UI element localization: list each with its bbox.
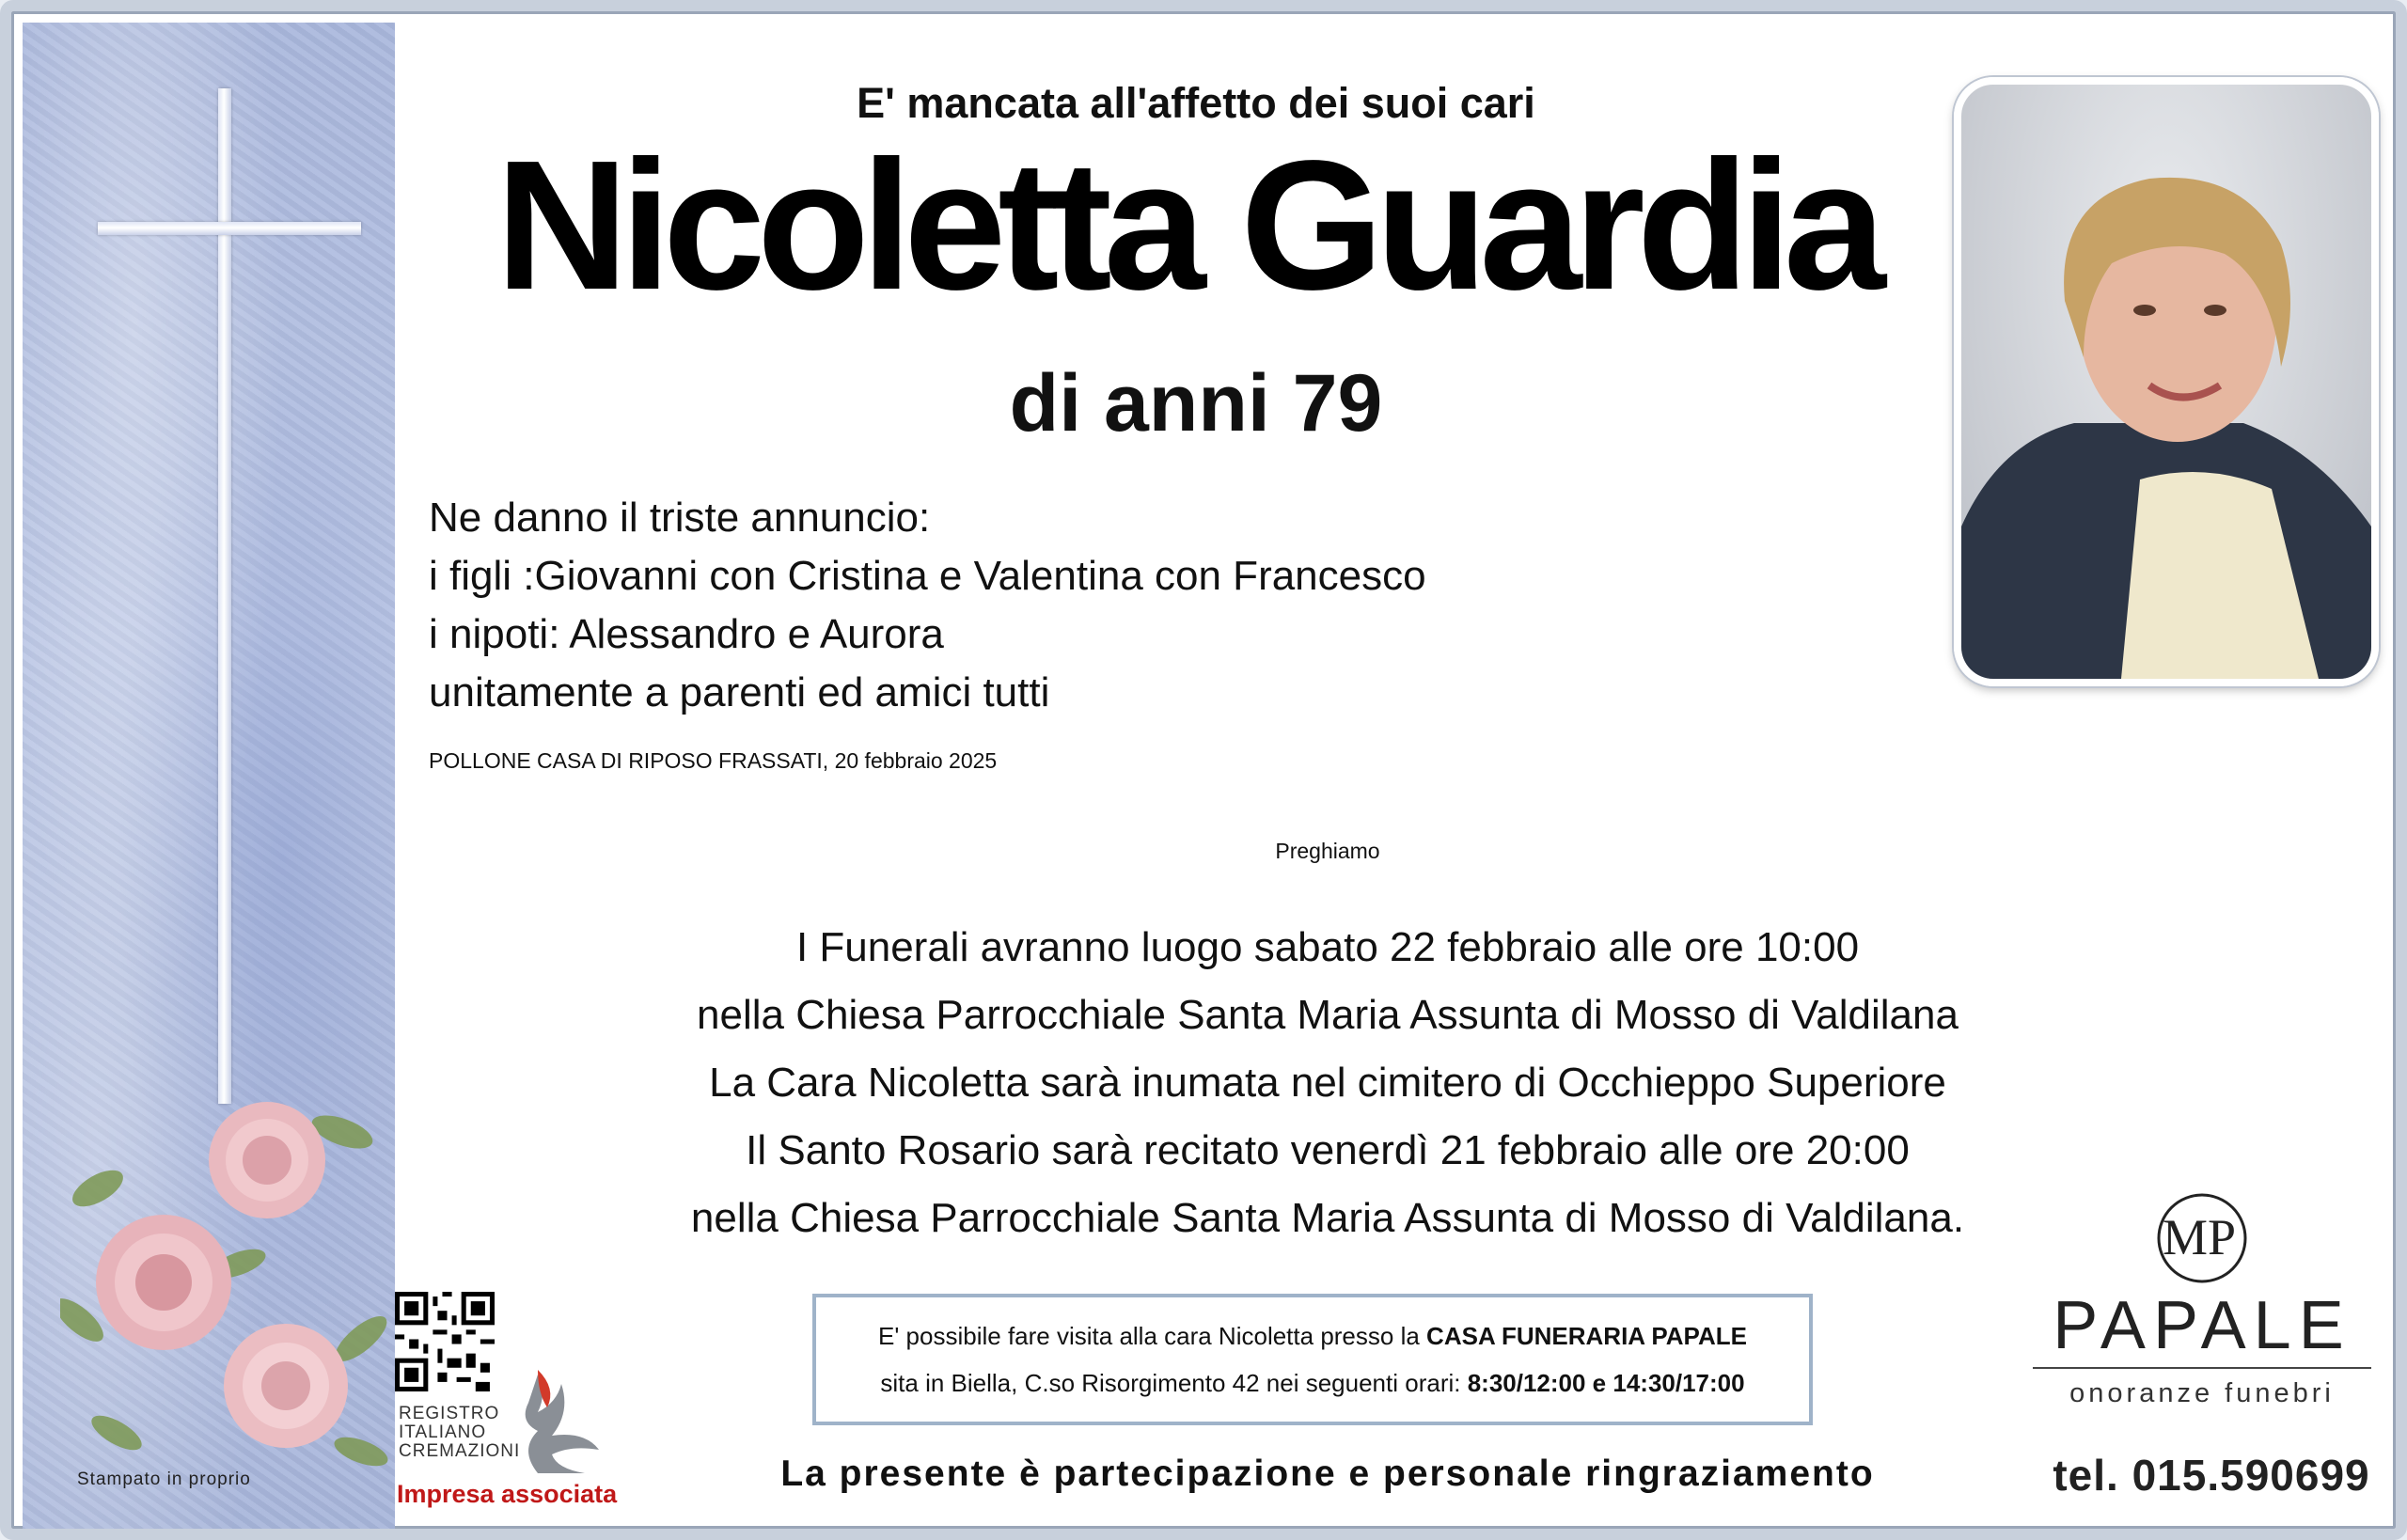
prayer-label: Preghiamo [1275, 839, 1380, 863]
funeral-line: Il Santo Rosario sarà recitato venerdì 21 febbraio alle ore 20:00 [746, 1127, 1910, 1173]
company-name: PAPALE [2053, 1288, 2352, 1363]
visit-line-2-text: sita in Biella, C.so Risorgimento 42 nei seguenti orari: [880, 1369, 1468, 1397]
announcement-line: Ne danno il triste annuncio: [429, 495, 931, 541]
cremation-registry [399, 1405, 520, 1461]
company-subtitle: onoranze funebri [2069, 1378, 2335, 1408]
thanks-line: La presente è partecipazione e personale ringraziamento [780, 1454, 1875, 1494]
funeral-line: nella Chiesa Parrocchiale Santa Maria Assunta di Mosso di Valdilana. [690, 1195, 1965, 1241]
stamp-note: Stampato in proprio [77, 1469, 251, 1489]
visit-line-1 [816, 1322, 1809, 1351]
decorative-side-panel [23, 23, 395, 1540]
company-divider [2033, 1367, 2371, 1369]
company-phone: tel. 015.590699 [2053, 1451, 2370, 1500]
place-date: POLLONE CASA DI RIPOSO FRASSATI, 20 febbraio 2025 [429, 748, 998, 773]
registry-line: CREMAZIONI [399, 1441, 521, 1461]
funeral-line: nella Chiesa Parrocchiale Santa Maria Assunta di Mosso di Valdilana [697, 992, 1959, 1038]
visit-line-1-text: E' possibile fare visita alla cara Nicoletta presso la [878, 1322, 1427, 1350]
portrait-photo [1954, 77, 2379, 686]
cross-icon [218, 88, 231, 1104]
announcement-line: i nipoti: Alessandro e Aurora [429, 611, 944, 657]
visit-line-2 [816, 1369, 1809, 1398]
funeral-details [575, 914, 2080, 1252]
announcement [429, 489, 1426, 722]
registry-line: REGISTRO [399, 1404, 500, 1423]
announcement-line: unitamente a parenti ed amici tutti [429, 669, 1050, 715]
funeral-line: La Cara Nicoletta sarà inumata nel cimitero di Occhieppo Superiore [709, 1060, 1946, 1106]
announcement-line: i figli :Giovanni con Cristina e Valentina con Francesco [429, 553, 1426, 599]
monogram-text: MP [2162, 1209, 2237, 1265]
registry-line: ITALIANO [399, 1422, 487, 1442]
visit-info-box [812, 1294, 1813, 1425]
funeral-line: I Funerali avranno luogo sabato 22 febbraio alle ore 10:00 [795, 924, 1860, 970]
portrait-image [1961, 85, 2371, 679]
mp-monogram-icon [2138, 1186, 2260, 1290]
intro-line: E' mancata all'affetto dei suoi cari [857, 79, 1535, 127]
deceased-name: Nicoletta Guardia [496, 122, 1878, 328]
deceased-age: di anni 79 [1009, 358, 1383, 448]
associated-company: Impresa associata [397, 1480, 618, 1508]
visit-hours: 8:30/12:00 e 14:30/17:00 [1467, 1369, 1745, 1397]
funeral-home-name: CASA FUNERARIA PAPALE [1426, 1322, 1747, 1350]
cross-icon-arm [98, 222, 361, 235]
roses-decoration [60, 1076, 399, 1489]
